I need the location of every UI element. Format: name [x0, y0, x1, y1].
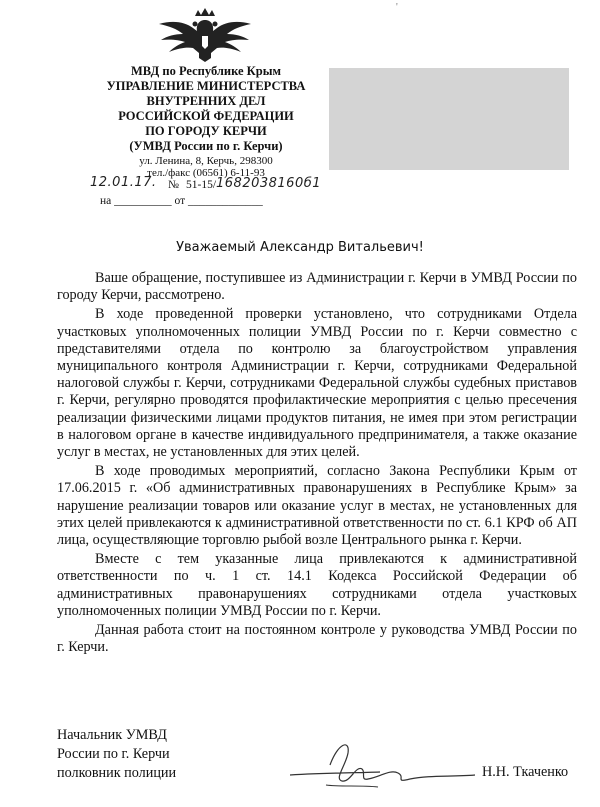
phone-fax: тел./факс (06561) 6-11-93 — [147, 167, 265, 179]
redacted-recipient-block — [329, 68, 569, 170]
paragraph: Вместе с тем указанные лица привлекаются к административной ответственности по ч. 1 ст. 14.1 Кодекса Российской Федерации об административных правонарушениях сотрудниками отдела участковых уполномоченных полиции УМВД России по г. Керчи. — [57, 551, 577, 619]
paragraph: В ходе проведенной проверки установлено, что сотрудниками Отдела участковых уполномоченных полиции УМВД России по г. Керчи совместно с представителями отдела по контролю за благоустройством управления муниципального контроля Администрации г. Керчи, сотрудниками Федеральной налоговой службы г. Керчи, сотрудниками Федеральной службы судебных приставов г. Керчи, регулярно проводятся профилактические мероприятия с целью пресечения реализации физическими лицами продуктов питания, не имея при этом регистрации в налоговом органе в качестве индивидуального предпринимателя, а также оказание услуг в местах, не установленных для этих целей. — [57, 306, 577, 461]
signatory-title — [57, 726, 176, 783]
signatory-line: Начальник УМВД — [57, 727, 167, 743]
registration-number-printed: 51-15/ — [186, 179, 217, 191]
org-line: ПО ГОРОДУ КЕРЧИ — [145, 124, 267, 138]
letterhead — [95, 64, 317, 179]
letter-body — [57, 270, 577, 658]
signatory-line: полковник полиции — [57, 765, 177, 781]
registration-block — [90, 175, 320, 215]
paragraph: Ваше обращение, поступившее из Администрации г. Керчи в УМВД России по городу Керчи, рассмотрено. — [57, 270, 577, 304]
paragraph: Данная работа стоит на постоянном контроле у руководства УМВД России по г. Керчи. — [57, 622, 577, 656]
org-line: РОССИЙСКОЙ ФЕДЕРАЦИИ — [118, 109, 294, 123]
salutation: Уважаемый Александр Витальевич! — [176, 240, 424, 255]
scan-speck: ' — [396, 2, 398, 13]
org-line: ВНУТРЕННИХ ДЕЛ — [146, 94, 266, 108]
number-label: № — [168, 179, 179, 191]
double-headed-eagle-icon — [155, 6, 255, 64]
reference-line: на __________ от _____________ — [100, 195, 263, 207]
registration-date: 12.01.17. — [90, 175, 157, 190]
handwritten-signature — [290, 735, 490, 795]
address: ул. Ленина, 8, Керчь, 298300 — [139, 155, 273, 167]
org-line: (УМВД России по г. Керчи) — [129, 139, 283, 153]
signatory-name: Н.Н. Ткаченко — [482, 764, 569, 780]
org-line: МВД по Республике Крым — [131, 64, 281, 78]
paragraph: В ходе проводимых мероприятий, согласно Закона Республики Крым от 17.06.2015 г. «Об административных правонарушениях в Республике Крым» за нарушение реализации товаров или оказание услуг в местах, не установленных для этих целей привлекаются к административной ответственности по ст. 6.1 КРФ об АП лица, осуществляющие торговлю рыбой возле Центрального рынка г. Керчи. — [57, 463, 577, 549]
org-line: УПРАВЛЕНИЕ МИНИСТЕРСТВА — [106, 79, 306, 93]
registration-number-handwritten: 1682038160б1 — [216, 176, 321, 191]
signatory-line: России по г. Керчи — [57, 746, 170, 762]
